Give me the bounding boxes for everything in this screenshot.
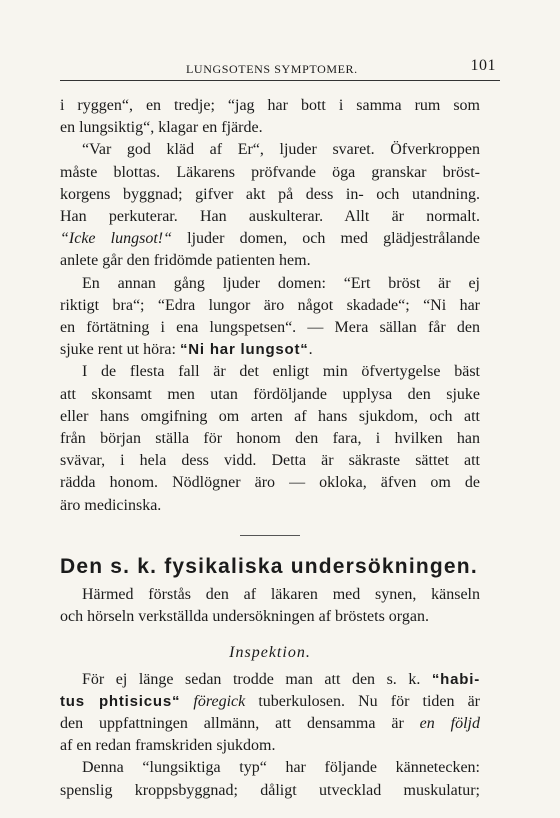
text-span: . (308, 341, 313, 359)
text-line: anlete går den fridömde patienten hem. (60, 252, 311, 270)
text-line: Härmed förstås den af läkaren med synen, känseln (82, 586, 480, 604)
text-line: från början ställa för honom den fara, i hvilken han (60, 430, 480, 448)
verdict-italic: “Icke lungsot!“ (60, 230, 173, 248)
text-line: af en redan framskriden sjukdom. (60, 737, 276, 755)
text-line: måste blottas. Läkarens pröfvande öga granskar bröst- (60, 163, 480, 181)
text-line: Denna “lungsiktiga typ“ har följande kännetecken: (82, 759, 480, 777)
text-line: i ryggen“, en tredje; “jag har bott i samma rum som (60, 97, 480, 114)
text-line: I de flesta fall är det enligt min öfvertygelse bäst (82, 363, 480, 381)
header-rule (60, 80, 500, 81)
text-line (60, 691, 480, 713)
body-text (60, 95, 480, 802)
text-line: En annan gång ljuder domen: “Ert bröst är ej (82, 274, 480, 292)
text-line (60, 339, 480, 361)
text-line: spenslig kroppsbyggnad; dåligt utvecklad muskulatur; (60, 781, 480, 799)
subsection-heading: Inspektion. (229, 644, 311, 662)
emphasis-bold: “habi- (431, 670, 480, 688)
section-separator (240, 535, 300, 536)
text-line: eller hans omgifning om arten af hans sjukdom, och att (60, 407, 480, 425)
text-line: och hörseln verkställda undersökningen af bröstets organ. (60, 608, 429, 626)
text-line: äro medicinska. (60, 496, 162, 514)
text-line: “Var god kläd af Er“, ljuder svaret. Öfverkroppen (82, 141, 480, 159)
emphasis-bold: tus phtisicus“ (60, 692, 181, 710)
text-line (60, 713, 480, 735)
text-line: en förtätning i ena lungspetsen“. — Mera sällan får den (60, 319, 480, 337)
emphasis-italic: en följd (419, 715, 480, 733)
text-line: korgens byggnad; gifver akt på dess in- och utandning. (60, 185, 480, 203)
text-line: en lungsiktig“, klagar en fjärde. (60, 119, 263, 137)
text-span: sjuke rent ut höra: (60, 341, 180, 359)
text-line (60, 669, 480, 691)
text-line (60, 228, 480, 250)
running-title: LUNGSOTENS SYMPTOMER. (186, 62, 358, 76)
page-header (60, 56, 500, 80)
emphasis-bold: “Ni har lungsot“ (179, 341, 309, 359)
emphasis-italic: föregick (180, 692, 246, 710)
text-span: den uppfattningen allmänn, att densamma är (60, 715, 420, 733)
text-span: ljuder domen, och med glädjestrålande (172, 230, 481, 248)
text-span: tuberkulosen. Nu för tiden är (245, 692, 481, 710)
text-line: rädda honom. Nödlögner äro — okloka, äfven om de (60, 474, 480, 492)
text-line: svävar, i hela dess vidd. Detta är säkraste sättet att (60, 452, 480, 470)
page-number: 101 (470, 57, 496, 74)
section-heading: Den s. k. fysikaliska undersökningen. (60, 554, 478, 578)
text-span: För ej länge sedan trodde man att den s. k. (82, 670, 432, 688)
text-line: riktigt bra“; “Edra lungor äro något skadade“; “Ni har (60, 296, 480, 314)
text-line: att skonsamt men utan fördöljande upplysa den sjuke (60, 385, 480, 403)
text-line: Han perkuterar. Han auskulterar. Allt är normalt. (60, 208, 480, 226)
